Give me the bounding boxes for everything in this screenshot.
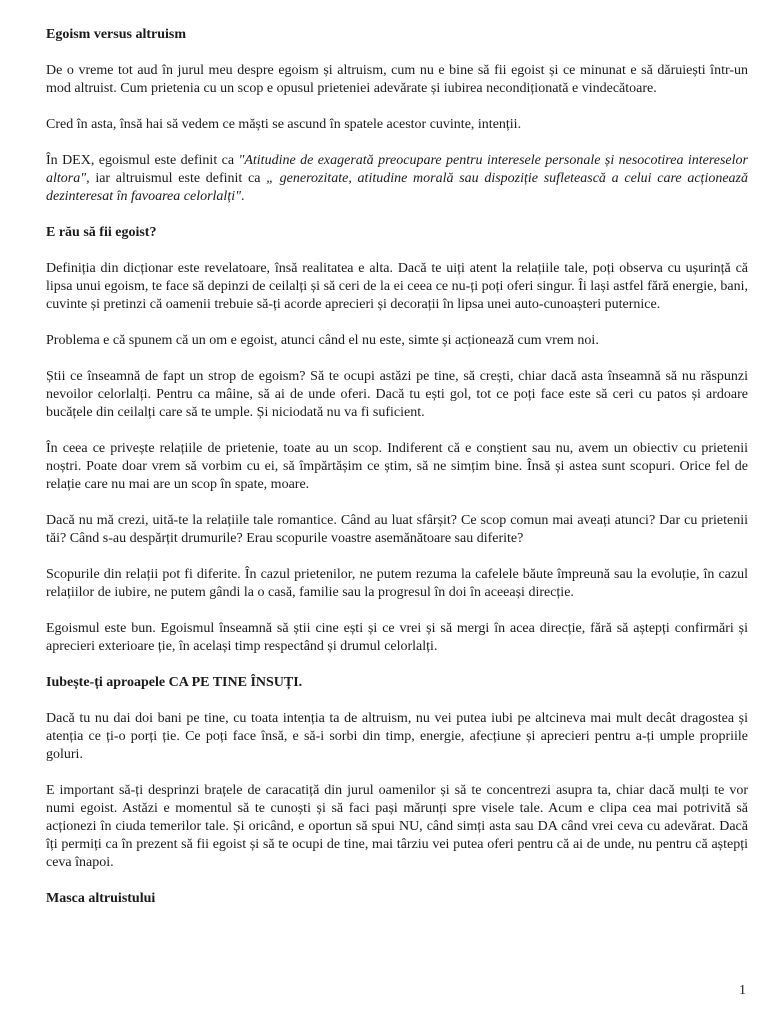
paragraph-romantic-relations: Dacă nu mă crezi, uită-te la relațiile tale romantice. Când au luat sfârșit? Ce scop comun mai aveați atunci? Dar cu prietenii tăi? Când s-au despărțit drumurile? Erau scopurile voastre asemănătoare sau diferite? <box>46 513 748 546</box>
paragraph-masks: Cred în asta, însă hai să vedem ce măști se ascund în spatele acestor cuvinte, intenții. <box>46 117 522 132</box>
dex-egoism-quote: "Atitudine de exagerată preocupare pentru interesele personale și nesocotirea intereselor altora" <box>46 153 748 186</box>
dex-text-a: În DEX, egoismul este definit ca <box>46 153 239 168</box>
paragraph-two-cents: Dacă tu nu dai doi bani pe tine, cu toata intenția ta de altruism, nu vei putea iubi pe altcineva mai mult decât dragostea și atenția ce ți-o porți ție. Ce poți face însă, e să-i sorbi din timp, energie, afecțiune și aprecieri pentru a-ți umple propriile goluri. <box>46 711 748 762</box>
dex-text-e: . <box>240 189 245 204</box>
section-heading-is-it-bad: E rău să fii egoist? <box>46 225 157 240</box>
section-heading-altruist-mask: Masca altruistului <box>46 891 156 906</box>
paragraph-intro: De o vreme tot aud în jurul meu despre egoism și altruism, cum nu e bine să fii egoist și ce minunat e să dăruiești într-un mod altruist. Cum prietenia cu un scop e opusul prieteniei adevărate și iubirea necondiționată e vindecătoare. <box>46 63 748 96</box>
paragraph-drop-of-egoism: Știi ce înseamnă de fapt un strop de egoism? Să te ocupi astăzi pe tine, să crești, chiar dacă asta înseamnă să nu răspunzi nevoilor celorlalți. Pentru ca mâine, să ai de unde oferi. Dacă tu ești gol, tot ce poți face este să ceri cu patos și ardoare bucățele din ceilalți care să te umple. Și niciodată nu va fi suficient. <box>46 369 748 420</box>
paragraph-octopus-arms: E important să-ți desprinzi brațele de caracatiță din jurul oamenilor și să te concentrezi asupra ta, chiar dacă mulți te vor numi egoist. Astăzi e momentul să te cunoști și să faci pași mărunți spre visele tale. Acum e clipa cea mai potrivită să acționezi în ciuda temerilor tale. Și oricând, e oportun să spui NU, când simți asta sau DA când vrei ceva cu adevărat. Dacă îți permiți ca în prezent să fii egoist și să te ocupi de tine, mai târziu vei putea oferi pentru că ai de unde, nu pentru că aștepți ceva înapoi. <box>46 783 748 870</box>
dex-text-c: , iar altruismul este definit ca <box>86 171 267 186</box>
paragraph-definition-revealing: Definiția din dicționar este revelatoare, însă realitatea e alta. Dacă te uiți atent la relațiile tale, poți observa cu ușurință că lipsa unui egoism, te face să depinzi de ceilalți și să ceri de la ei ceea ce nu-ți poți oferi singur. Îi lași astfel fără energie, bani, cuvinte și pretinzi că oamenii trebuie să-ți acorde aprecieri și decorații în lipsa unei auto-cunoașteri puternice. <box>46 261 748 312</box>
paragraph-dex-definitions <box>46 152 748 206</box>
paragraph-problem: Problema e că spunem că un om e egoist, atunci când el nu este, simte și acționează cum vrem noi. <box>46 333 599 348</box>
paragraph-scopes-differ: Scopurile din relații pot fi diferite. În cazul prietenilor, ne putem rezuma la cafelele băute împreună sau la evoluție, în cazul relațiilor de iubire, ne putem gândi la o casă, familie sau la progresul în doi în aceeași direcție. <box>46 567 748 600</box>
paragraph-egoism-good: Egoismul este bun. Egoismul înseamnă să știi cine ești și ce vrei și să mergi în acea direcție, fără să aștepți confirmări și aprecieri exterioare ție, în același timp respectând și drumul celorlalți. <box>46 621 748 654</box>
document-title: Egoism versus altruism <box>46 27 186 42</box>
paragraph-friendship-scope: În ceea ce privește relațiile de prietenie, toate au un scop. Indiferent că e conștient sau nu, avem un obiectiv cu prietenii noștri. Poate doar vrem să vorbim cu ei, să împărtășim ce știm, să ne simțim bine. Însă și astea sunt scopuri. Orice fel de relație care nu mai are un scop în spate, moare. <box>46 441 748 492</box>
dex-altruism-quote: „ generozitate, atitudine morală sau dispoziție sufletească a celui care acționează dezinteresat în favoarea celorlalți" <box>46 171 748 204</box>
page-number: 1 <box>739 983 746 998</box>
section-heading-love-thy-neighbor: Iubește-ți aproapele CA PE TINE ÎNSUȚI. <box>46 675 303 690</box>
